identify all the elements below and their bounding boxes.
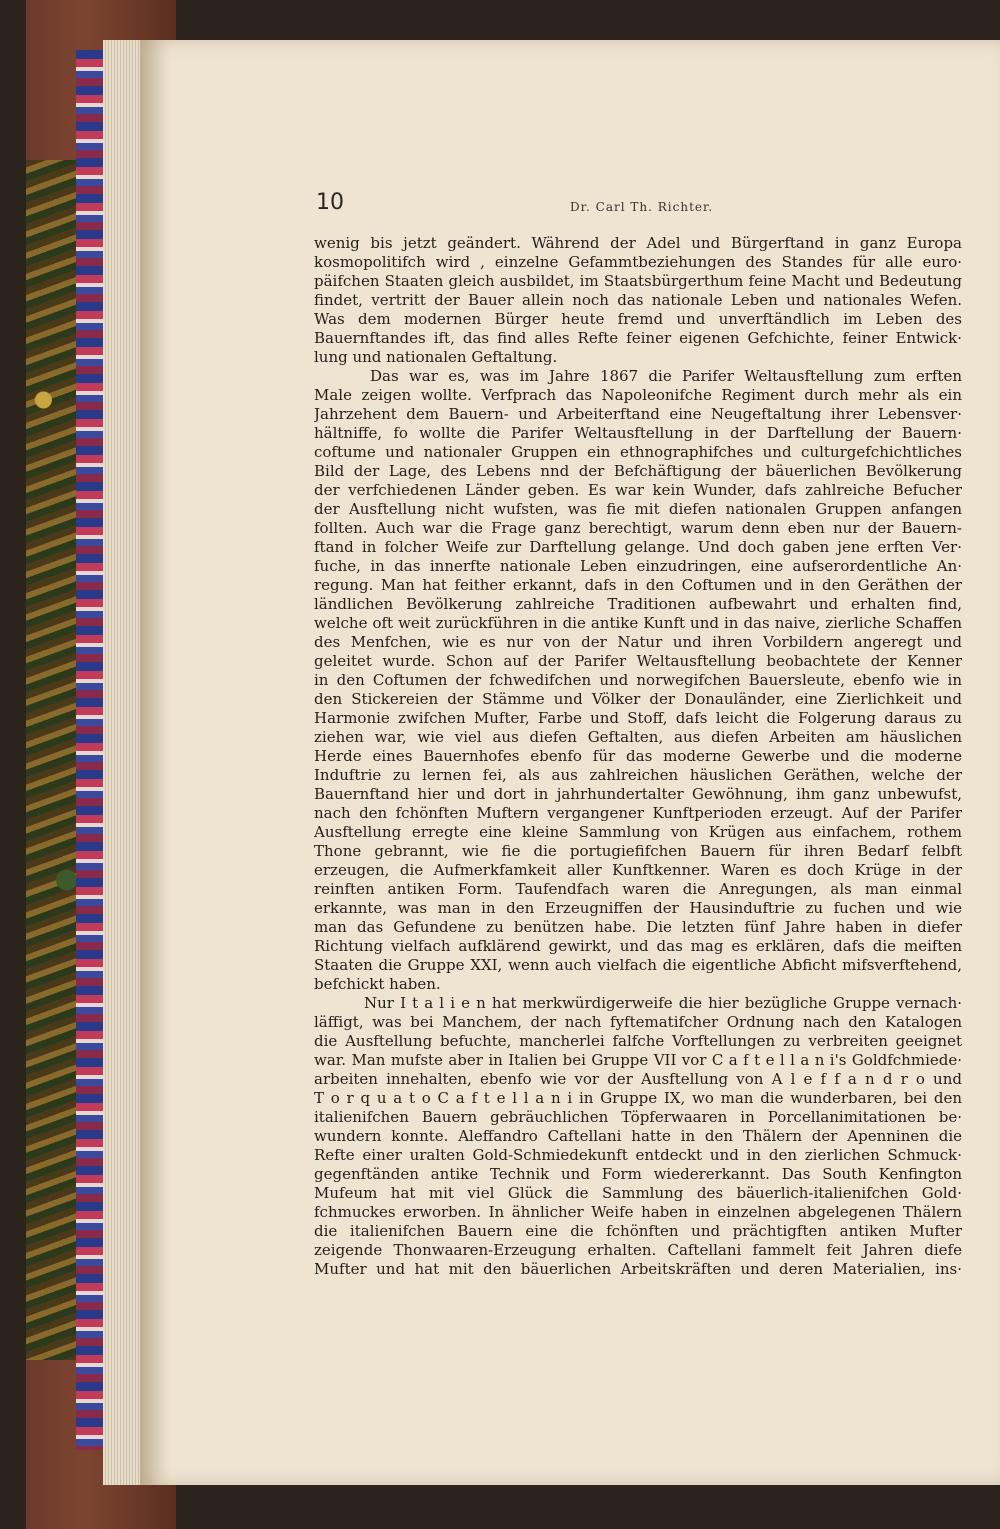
text-line: Refte einer uralten Gold-Schmiedekunft entdeckt und in den zierlichen Schmuck· [314,1146,962,1164]
text-line: die italienifchen Bauern eine die fchönften und prächtigften antiken Mufter [314,1222,962,1240]
text-line: der Ausftellung nicht wufsten, was fie mit diefen nationalen Gruppen anfangen [314,500,962,518]
page-gutter-shadow [140,40,170,1485]
text-line: läffigt, was bei Manchem, der nach fyftematifcher Ordnung nach den Katalogen [314,1013,962,1031]
text-line: zeigende Thonwaaren-Erzeugung erhalten. Caftellani fammelt feit Jahren diefe [314,1241,962,1259]
text-line: päifchen Staaten gleich ausbildet, im Staatsbürgerthum feine Macht und Bedeutung [314,272,962,290]
text-line: ländlichen Bevölkerung zahlreiche Traditionen aufbewahrt und erhalten find, [314,595,962,613]
text-line: ziehen war, wie viel aus diefen Geftalten, aus diefen Arbeiten am häuslichen [314,728,962,746]
text-line: reinften antiken Form. Taufendfach waren die Anregungen, als man einmal [314,880,962,898]
body-text [314,234,962,1279]
text-line: in den Coftumen der fchwedifchen und norwegifchen Bauersleute, ebenfo wie in [314,671,962,689]
page-number: 10 [316,190,344,215]
text-line: die Ausftellung befuchte, mancherlei falfche Vorftellungen zu verbreiten geeignet [314,1032,962,1050]
text-line: der verfchiedenen Länder geben. Es war kein Wunder, dafs zahlreiche Befucher [314,481,962,499]
page-stack-edge [103,40,143,1485]
text-line: fuche, in das innerfte nationale Leben einzudringen, eine aufserordentliche An· [314,557,962,575]
text-line: T o r q u a t o C a f t e l l a n i in Gruppe IX, wo man die wunderbaren, bei den [314,1089,962,1107]
text-line: arbeiten innehalten, ebenfo wie vor der Ausftellung von A l e f f a n d r o und [314,1070,962,1088]
text-line: Male zeigen wollte. Verfprach das Napoleonifche Regiment durch mehr als ein [314,386,962,404]
text-line: erzeugen, die Aufmerkfamkeit aller Kunftkenner. Waren es doch Krüge in der [314,861,962,879]
text-line: Bild der Lage, des Lebens nnd der Befchäftigung der bäuerlichen Bevölkerung [314,462,962,480]
text-line: erkannte, was man in den Erzeugniffen der Hausinduftrie zu fuchen und wie [314,899,962,917]
text-line: gegenftänden antike Technik und Form wiedererkannt. Das South Kenfington [314,1165,962,1183]
text-line: ftand in folcher Weife zur Darftellung gelange. Und doch gaben jene erften Ver· [314,538,962,556]
text-line: follten. Auch war die Frage ganz berechtigt, warum denn eben nur der Bauern- [314,519,962,537]
text-line: Herde eines Bauernhofes ebenfo für das moderne Gewerbe und die moderne [314,747,962,765]
text-line: Staaten die Gruppe XXI, wenn auch vielfach die eigentliche Abficht mifsverftehend, [314,956,962,974]
text-line: Mufter und hat mit den bäuerlichen Arbeitskräften und deren Materialien, ins· [314,1260,962,1278]
text-line: findet, vertritt der Bauer allein noch das nationale Leben und nationales Wefen. [314,291,962,309]
text-line: Harmonie zwifchen Mufter, Farbe und Stoff, dafs leicht die Folgerung daraus zu [314,709,962,727]
text-line: Ausftellung erregte eine kleine Sammlung von Krügen aus einfachem, rothem [314,823,962,841]
text-line: welche oft weit zurückführen in die antike Kunft und in das naive, zierliche Schaffen [314,614,962,632]
text-line: des Menfchen, wie es nur von der Natur und ihren Vorbildern angeregt und [314,633,962,651]
text-line: Thone gebrannt, wie fie die portugiefifchen Bauern für ihren Bedarf felbft [314,842,962,860]
text-line: den Stickereien der Stämme und Völker der Donauländer, eine Zierlichkeit und [314,690,962,708]
text-line: Mufeum hat mit viel Glück die Sammlung des bäuerlich-italienifchen Gold· [314,1184,962,1202]
text-line: war. Man mufste aber in Italien bei Gruppe VII vor C a f t e l l a n i's Goldfchmiede· [314,1051,962,1069]
text-line: Was dem modernen Bürger heute fremd und unverftändlich im Leben des [314,310,962,328]
text-line: wenig bis jetzt geändert. Während der Adel und Bürgerftand in ganz Europa [314,234,962,252]
text-line: hältniffe, fo wollte die Parifer Weltausftellung in der Darftellung der Bauern· [314,424,962,442]
running-head: Dr. Carl Th. Richter. [570,200,714,214]
page-header [316,190,956,224]
text-line: Das war es, was im Jahre 1867 die Parifer Weltausftellung zum erften [370,367,962,385]
text-line: italienifchen Bauern gebräuchlichen Töpferwaaren in Porcellanimitationen be· [314,1108,962,1126]
text-line: befchickt haben. [314,975,441,993]
text-line: Induftrie zu lernen fei, als aus zahlreichen häuslichen Geräthen, welche der [314,766,962,784]
text-line: nach den fchönften Muftern vergangener Kunftperioden erzeugt. Auf der Parifer [314,804,962,822]
text-line: man das Gefundene zu benützen habe. Die letzten fünf Jahre haben in diefer [314,918,962,936]
text-line: wundern konnte. Aleffandro Caftellani hatte in den Thälern der Apenninen die [314,1127,962,1145]
text-line: fchmuckes erworben. In ähnlicher Weife haben in einzelnen abgelegenen Thälern [314,1203,962,1221]
marbled-page-edge [76,50,106,1450]
text-line: Bauernftandes ift, das find alles Refte feiner eigenen Gefchichte, feiner Entwick· [314,329,962,347]
text-line: Nur I t a l i e n hat merkwürdigerweife die hier bezügliche Gruppe vernach· [364,994,962,1012]
text-line: Jahrzehent dem Bauern- und Arbeiterftand eine Neugeftaltung ihrer Lebensver· [314,405,962,423]
text-line: lung und nationalen Geftaltung. [314,348,558,366]
text-line: geleitet wurde. Schon auf der Parifer Weltausftellung beobachtete der Kenner [314,652,962,670]
text-line: coftume und nationaler Gruppen ein ethnographifches und culturgefchichtliches [314,443,962,461]
text-line: regung. Man hat feither erkannt, dafs in den Coftumen und in den Geräthen der [314,576,962,594]
text-line: Bauernftand hier und dort in jahrhundertalter Gewöhnung, ihm ganz unbewufst, [314,785,962,803]
text-line: Richtung vielfach aufklärend gewirkt, und das mag es erklären, dafs die meiften [314,937,962,955]
text-line: kosmopolitifch wird , einzelne Gefammtbeziehungen des Standes für alle euro· [314,253,962,271]
